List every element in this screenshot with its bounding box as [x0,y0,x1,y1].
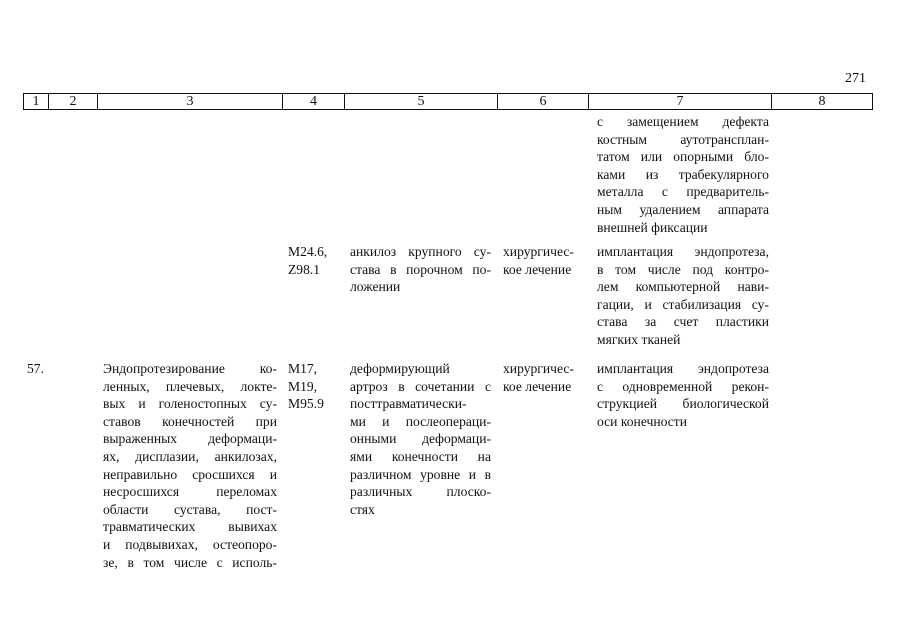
row2-col6-treatment [503,360,589,395]
row2-col4-codes [288,360,344,413]
text-line: имплантация эндопротеза, [597,244,769,259]
header-cell-2: 2 [49,94,98,109]
row2-col1-number [27,360,57,378]
text-line: неправильно сросшихся и [103,466,277,482]
row1-col6-treatment [503,243,589,278]
text-line: ками из трабекулярного [597,166,769,182]
row1-col7-method [597,243,769,349]
text-line: и подвывихах, остеопоро- [103,536,277,552]
text-line: кое лечение [503,261,572,277]
text-line: ложении [350,279,401,295]
header-cell-6: 6 [498,94,589,109]
text-line: хирургичес- [503,361,574,376]
header-cell-4: 4 [283,94,345,109]
text-line: мягких тканей [597,331,681,347]
text-line: вых и голеностопных су- [103,396,277,412]
text-line: деформирующий [350,361,450,376]
row1-col5-condition [350,243,491,296]
text-line: внешней фиксации [597,219,708,235]
text-line: зе, в том числе с исполь- [103,554,277,570]
text-line: артроз в сочетании с [350,378,491,394]
text-line: области сустава, пост- [103,501,277,517]
text-line: различных плоско- [350,484,491,500]
text-line: става за счет пластики [597,314,769,330]
text-line: имплантация эндопротеза [597,361,769,376]
row2-col7-method [597,360,769,430]
header-cell-1: 1 [24,94,49,109]
text-line: стях [350,501,375,517]
text-line: струкцией биологической [597,396,769,412]
text-line: ставов конечностей при [103,413,277,429]
text-line: травматических вывихах [103,519,277,535]
text-line: ях, дисплазии, анкилозах, [103,448,277,464]
text-line: различном уровне и в [350,466,491,482]
header-cell-3: 3 [98,94,283,109]
text-line: с замещением дефекта [597,114,769,129]
header-cell-7: 7 [589,94,772,109]
text-line: хирургичес- [503,244,574,259]
text-line: татом или опорными бло- [597,149,769,165]
page-number: 271 [845,71,866,86]
header-cell-8: 8 [818,94,826,109]
text-line: оси конечности [597,413,688,429]
row0-col7-method [597,113,769,236]
text-line: металла с предваритель- [597,184,769,200]
text-line: M19, [288,378,318,394]
text-line: ями конечности на [350,448,491,464]
text-line: ленных, плечевых, локте- [103,378,277,394]
header-cell-5: 5 [345,94,498,109]
row-number: 57. [27,361,44,376]
text-line: M24.6, [288,244,328,259]
text-line: става в порочном по- [350,261,491,277]
text-line: анкилоз крупного су- [350,244,491,259]
row2-col3-procedure [103,360,277,571]
text-line: в том числе под контро- [597,261,769,277]
text-line: посттравматически- [350,396,467,412]
text-line: ным удалением аппарата [597,201,769,217]
table-header-row [23,93,873,110]
text-line: с одновременной рекон- [597,378,769,394]
text-line: M17, [288,361,318,376]
text-line: выраженных деформаци- [103,431,277,447]
row2-col5-condition [350,360,491,518]
text-line: онными деформаци- [350,431,491,447]
text-line: кое лечение [503,378,572,394]
text-line: костным аутотрансплан- [597,131,769,147]
row1-col4-codes [288,243,344,278]
text-line: Эндопротезирование ко- [103,361,277,376]
text-line: Z98.1 [288,261,321,277]
text-line: лем компьютерной нави- [597,279,769,295]
text-line: ми и послеопераци- [350,413,491,429]
text-line: гации, и стабилизация су- [597,296,769,312]
text-line: несросшихся переломах [103,484,277,500]
text-line: M95.9 [288,396,324,412]
